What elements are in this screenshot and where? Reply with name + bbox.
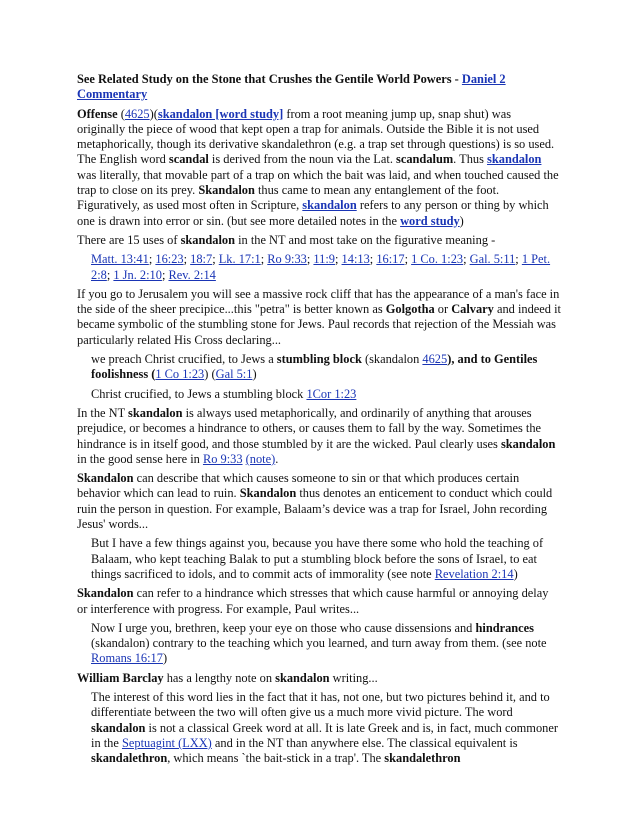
text-span: )( xyxy=(149,106,158,121)
strongs-4625-link-2[interactable]: 4625 xyxy=(422,352,448,367)
quote-balaam xyxy=(91,536,561,582)
septuagint-link[interactable]: Septuagint (LXX) xyxy=(121,735,212,750)
text-span: . xyxy=(275,451,279,466)
paragraph-jerusalem xyxy=(77,287,561,348)
text-span: (skandalon xyxy=(361,352,423,367)
scripture-ref-link[interactable]: 16:23 xyxy=(155,252,184,267)
text-span: In the NT xyxy=(77,405,129,420)
ro-9-33-link[interactable]: Ro 9:33 xyxy=(202,451,243,466)
1cor-1-23-link[interactable]: 1Cor 1:23 xyxy=(306,386,357,401)
text-span: or xyxy=(434,302,452,317)
text-span: and indeed it became symbolic of the stumbling stone for Jews. Paul records that rejection of the Messiah was particularly related His Cross declaring... xyxy=(77,302,561,347)
term-golgotha: Golgotha xyxy=(385,302,435,317)
text-span: ) xyxy=(513,566,518,581)
text-span: is not a classical Greek word at all. It is late Greek and is, in fact, much commoner in the xyxy=(91,720,558,750)
text-span: Now I urge you, brethren, keep your eye on those who cause dissensions and xyxy=(91,620,476,635)
quote-christ-crucified xyxy=(91,387,561,402)
1co-1-23-link[interactable]: 1 Co 1:23 xyxy=(155,367,205,382)
scripture-ref-link[interactable]: 11:9 xyxy=(313,252,335,267)
text-span: But I have a few things against you, because you have there some who hold the teaching of Balaam, who kept teaching Balak to put a stumbling block before the sons of Israel, to eat things sacrificed to idols, and to commit acts of immorality (see note xyxy=(91,536,544,581)
ref-separator: ; xyxy=(212,252,219,267)
scripture-ref-link[interactable]: 16:17 xyxy=(376,252,405,267)
text-span: ) xyxy=(162,651,168,666)
romans-16-17-link[interactable]: Romans 16:17 xyxy=(91,651,163,666)
ref-separator: ; xyxy=(463,252,470,267)
term-offense: Offense xyxy=(77,106,118,121)
skandalon-word-study-link[interactable]: skandalon [word study] xyxy=(157,106,284,121)
text-span: ) ( xyxy=(204,367,216,382)
text-span: ) xyxy=(459,213,464,228)
skandalon-link-2[interactable]: skandalon xyxy=(302,198,357,213)
term-skandalon: skandalon xyxy=(128,405,183,420)
word-study-link[interactable]: word study xyxy=(400,213,460,228)
ref-separator: ; xyxy=(161,267,169,282)
scripture-ref-link[interactable]: Rev. 2:14 xyxy=(168,267,216,282)
term-skandalon: Skandalon xyxy=(77,586,134,601)
ref-separator: ; xyxy=(515,252,522,267)
strongs-4625-link[interactable]: 4625 xyxy=(124,106,150,121)
ref-separator: ; xyxy=(369,252,377,267)
related-study-line xyxy=(77,72,561,103)
ref-separator: ; xyxy=(183,252,191,267)
text-span: (skandalon) contrary to the teaching which you learned, and turn away from them. (see note xyxy=(91,636,547,651)
scripture-ref-link[interactable]: 1 Co. 1:23 xyxy=(411,252,464,267)
paragraph-barclay xyxy=(77,671,561,686)
ref-separator: ; xyxy=(106,267,114,282)
revelation-2-14-link[interactable]: Revelation 2:14 xyxy=(434,566,514,581)
document-page xyxy=(77,72,561,770)
term-skandalethron: skandalethron xyxy=(91,751,168,766)
text-span: writing... xyxy=(329,670,378,685)
text-span: thus denotes an enticement to conduct which could ruin the person in question. For example, Balaam’s device was a trap for Israel, John recording Jesus' words... xyxy=(77,486,553,532)
text-span: ) xyxy=(252,367,257,382)
text-span: , which means `the bait-stick in a trap'. The xyxy=(167,751,385,766)
paragraph-offense xyxy=(77,107,561,229)
ref-separator: ; xyxy=(404,252,412,267)
term-skandalon: Skandalon xyxy=(77,471,134,486)
term-skandalon: skandalon xyxy=(91,720,146,735)
text-span: in the good sense here in xyxy=(77,451,203,466)
text-span: was literally, that movable part of a trap on which the bait was laid, and when touched caused the trap to close on its prey. xyxy=(77,167,559,198)
scripture-reference-list xyxy=(91,252,561,283)
ref-separator: ; xyxy=(260,252,268,267)
term-skandalon: skandalon xyxy=(275,670,330,685)
daniel-2-commentary-link[interactable]: Daniel 2 Commentary xyxy=(77,72,506,102)
scripture-ref-link[interactable]: 1 Pet. 2:8 xyxy=(91,252,551,282)
term-skandalon: Skandalon xyxy=(198,183,255,198)
scripture-ref-link[interactable]: 1 Jn. 2:10 xyxy=(113,267,162,282)
ref-separator: ; xyxy=(148,252,156,267)
paragraph-metaphorical xyxy=(77,406,561,467)
text-span: ( xyxy=(117,106,125,121)
ref-separator: ; xyxy=(335,252,342,267)
gal-5-1-link[interactable]: Gal 5:1 xyxy=(215,367,253,382)
scripture-ref-link[interactable]: Gal. 5:11 xyxy=(469,252,516,267)
text-span: There are 15 uses of xyxy=(77,232,181,247)
text-span: Christ crucified, to Jews a stumbling block xyxy=(91,386,307,401)
related-study-text: See Related Study on the Stone that Crushes the Gentile World Powers - xyxy=(77,72,462,86)
term-william-barclay: William Barclay xyxy=(77,670,164,685)
text-span: can describe that which causes someone to sin or that which produces certain behavior which can lead to ruin. xyxy=(77,471,520,501)
skandalon-link[interactable]: skandalon xyxy=(487,152,542,167)
text-span: in the NT and most take on the figurative meaning - xyxy=(234,232,496,247)
quote-we-preach xyxy=(91,352,561,383)
term-skandalethron: skandalethron xyxy=(384,751,461,766)
scripture-ref-link[interactable]: Lk. 17:1 xyxy=(218,252,261,267)
term-skandalon: Skandalon xyxy=(239,486,297,501)
text-span: from a root meaning jump up, snap shut) was originally the piece of wood that kept open a trap for animals. Outside the Bible it is not used metaphorically, though its derivative skandalethron (e.g. a trap set through questions) is so used. The English word xyxy=(77,106,555,167)
text-span: ), and to Gentiles foolishness ( xyxy=(91,352,538,382)
term-hindrances: hindrances xyxy=(475,620,535,635)
text-span: has a lengthy note on xyxy=(163,670,276,685)
scripture-ref-link[interactable]: Ro 9:33 xyxy=(267,252,307,267)
term-calvary: Calvary xyxy=(451,302,494,317)
scripture-ref-link[interactable]: 14:13 xyxy=(341,252,370,267)
note-link[interactable]: (note) xyxy=(245,451,276,466)
paragraph-hindrance xyxy=(77,586,561,617)
term-stumbling-block: stumbling block xyxy=(276,352,362,367)
quote-romans xyxy=(91,621,561,667)
term-skandalon: skandalon xyxy=(500,436,556,451)
text-span: The interest of this word lies in the fact that it has, not one, but two pictures behind it, and to differentiate between the two will often give us a much more vivid picture. The word xyxy=(91,689,550,720)
paragraph-sin xyxy=(77,471,561,532)
text-span: is derived from the noun via the Lat. xyxy=(208,152,397,167)
ref-separator: ; xyxy=(306,252,314,267)
text-span: can refer to a hindrance which stresses that which cause harmful or annoying delay or interference with progress. For example, Paul writes... xyxy=(77,586,549,616)
text-span: and in the NT than anywhere else. The classical equivalent is xyxy=(211,735,518,750)
text-span: refers to any person or thing by which one is drawn into error or sin. (but see more detailed notes in the xyxy=(77,198,549,228)
term-skandalon: skandalon xyxy=(180,232,235,247)
text-span: is always used metaphorically, and ordinarily of anything that arouses prejudice, or becomes a hindrance to others, or causes them to fall by the way. Sometimes the hindrance is in itself good, and those stumbled by it are the wicked. Paul clearly uses xyxy=(77,405,542,451)
paragraph-uses xyxy=(77,233,561,248)
text-span: thus came to mean any entanglement of the foot. Figuratively, as used most often in Scripture, xyxy=(77,183,500,213)
scripture-ref-link[interactable]: 18:7 xyxy=(190,252,213,267)
term-scandal: scandal xyxy=(168,152,209,167)
text-span: we preach Christ crucified, to Jews a xyxy=(91,352,277,367)
term-scandalum: scandalum xyxy=(396,152,454,167)
quote-barclay xyxy=(91,690,561,766)
text-span: If you go to Jerusalem you will see a massive rock cliff that has the appearance of a man's face in the side of the sheer precipice...this "petra" is better known as xyxy=(77,286,560,317)
scripture-ref-link[interactable]: Matt. 13:41 xyxy=(91,252,149,267)
text-span: . Thus xyxy=(453,152,488,167)
